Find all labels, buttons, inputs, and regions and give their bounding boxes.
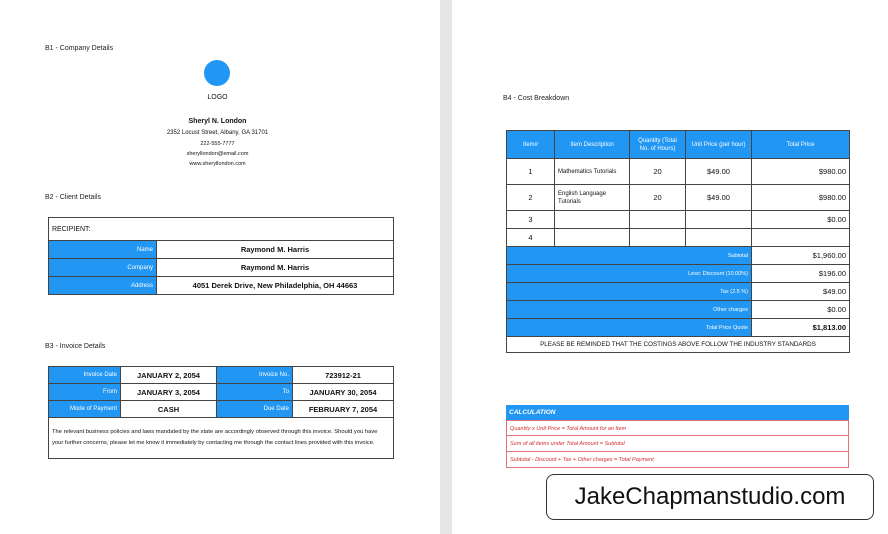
item-no: 2 bbox=[507, 185, 555, 211]
table-row bbox=[507, 211, 850, 229]
total-quote-value: $1,813.00 bbox=[752, 319, 850, 337]
discount-label: Less: Discount (10.00%) bbox=[507, 265, 752, 283]
item-desc bbox=[555, 229, 630, 247]
section-title-client: B2 - Client Details bbox=[45, 194, 102, 201]
invoice-from-label: From bbox=[49, 384, 121, 401]
item-qty bbox=[630, 229, 686, 247]
tax-label: Tax (2.5 %) bbox=[507, 283, 752, 301]
invoice-from-value: JANUARY 3, 2054 bbox=[121, 384, 217, 401]
company-phone: 222-555-7777 bbox=[200, 141, 235, 147]
item-qty: 20 bbox=[630, 185, 686, 211]
item-no: 3 bbox=[507, 211, 555, 229]
item-unit bbox=[686, 211, 752, 229]
calculation-line: Subtotal - Discount + Tax + Other charges = Total Payment bbox=[506, 452, 849, 468]
table-row bbox=[507, 229, 850, 247]
calculation-box bbox=[506, 405, 849, 468]
cost-footer-note: PLEASE BE REMINDED THAT THE COSTINGS ABOVE FOLLOW THE INDUSTRY STANDARDS bbox=[507, 337, 850, 353]
subtotal-label: Subtotal bbox=[507, 247, 752, 265]
company-email: sheryllondon@email.com bbox=[186, 151, 249, 157]
item-unit: $49.00 bbox=[686, 185, 752, 211]
other-charges-label: Other charges bbox=[507, 301, 752, 319]
other-charges-value: $0.00 bbox=[752, 301, 850, 319]
invoice-to-label: To bbox=[217, 384, 293, 401]
client-address-value: 4051 Derek Drive, New Philadelphia, OH 44663 bbox=[157, 277, 394, 295]
calculation-title: CALCULATION bbox=[506, 405, 849, 420]
client-table bbox=[48, 217, 394, 295]
item-total: $980.00 bbox=[752, 185, 850, 211]
due-date-value: FEBRUARY 7, 2054 bbox=[293, 401, 394, 418]
section-title-cost: B4 - Cost Breakdown bbox=[503, 95, 570, 102]
client-company-label: Company bbox=[49, 259, 157, 277]
logo-circle-icon bbox=[204, 60, 230, 86]
item-total: $0.00 bbox=[752, 211, 850, 229]
item-desc: Mathematics Tutorials bbox=[555, 159, 630, 185]
client-company-value: Raymond M. Harris bbox=[157, 259, 394, 277]
invoice-no-label: Invoice No. bbox=[217, 367, 293, 384]
calculation-line: Quantity x Unit Price = Total Amount for an Item bbox=[506, 420, 849, 436]
invoice-no-value: 723912-21 bbox=[293, 367, 394, 384]
due-date-label: Due Date bbox=[217, 401, 293, 418]
invoice-date-value: JANUARY 2, 2054 bbox=[121, 367, 217, 384]
section-title-invoice: B3 - Invoice Details bbox=[45, 343, 106, 350]
item-desc bbox=[555, 211, 630, 229]
payment-mode-value: CASH bbox=[121, 401, 217, 418]
item-total bbox=[752, 229, 850, 247]
subtotal-value: $1,960.00 bbox=[752, 247, 850, 265]
invoice-table bbox=[48, 366, 394, 459]
payment-mode-label: Mode of Payment bbox=[49, 401, 121, 418]
header-quantity: Quantity (Total No. of Hours) bbox=[630, 131, 686, 159]
total-quote-label: Total Price Quote bbox=[507, 319, 752, 337]
item-unit: $49.00 bbox=[686, 159, 752, 185]
item-total: $980.00 bbox=[752, 159, 850, 185]
invoice-to-value: JANUARY 30, 2054 bbox=[293, 384, 394, 401]
item-qty: 20 bbox=[630, 159, 686, 185]
header-unit-price: Unit Price (per hour) bbox=[686, 131, 752, 159]
client-address-label: Address bbox=[49, 277, 157, 295]
header-item: Item# bbox=[507, 131, 555, 159]
calculation-line: Sum of all items under Total Amount = Subtotal bbox=[506, 436, 849, 452]
discount-value: $196.00 bbox=[752, 265, 850, 283]
header-total-price: Total Price bbox=[752, 131, 850, 159]
tax-value: $49.00 bbox=[752, 283, 850, 301]
watermark-label: JakeChapmanstudio.com bbox=[546, 474, 874, 520]
company-name: Sheryl N. London bbox=[188, 118, 247, 125]
item-no: 4 bbox=[507, 229, 555, 247]
header-description: Item Description bbox=[555, 131, 630, 159]
table-row bbox=[507, 185, 850, 211]
section-title-company: B1 - Company Details bbox=[45, 45, 114, 52]
client-name-label: Name bbox=[49, 241, 157, 259]
recipient-label: RECIPIENT: bbox=[49, 218, 394, 241]
item-qty bbox=[630, 211, 686, 229]
company-website: www.sheryllondon.com bbox=[189, 161, 246, 167]
cost-table bbox=[506, 130, 850, 353]
item-unit bbox=[686, 229, 752, 247]
table-row bbox=[507, 159, 850, 185]
item-desc: English Language Tutorials bbox=[555, 185, 630, 211]
item-no: 1 bbox=[507, 159, 555, 185]
invoice-note: The relevant business policies and laws mandated by the state are accordingly observed through this invoice. Should you have your further concerns, please let me know it immediately by contacting me through the contact lines provided with this invoice. bbox=[49, 418, 394, 459]
company-address: 2352 Locust Street, Albany, GA 31701 bbox=[166, 130, 269, 136]
client-name-value: Raymond M. Harris bbox=[157, 241, 394, 259]
invoice-date-label: Invoice Date bbox=[49, 367, 121, 384]
logo-label: LOGO bbox=[207, 94, 228, 101]
